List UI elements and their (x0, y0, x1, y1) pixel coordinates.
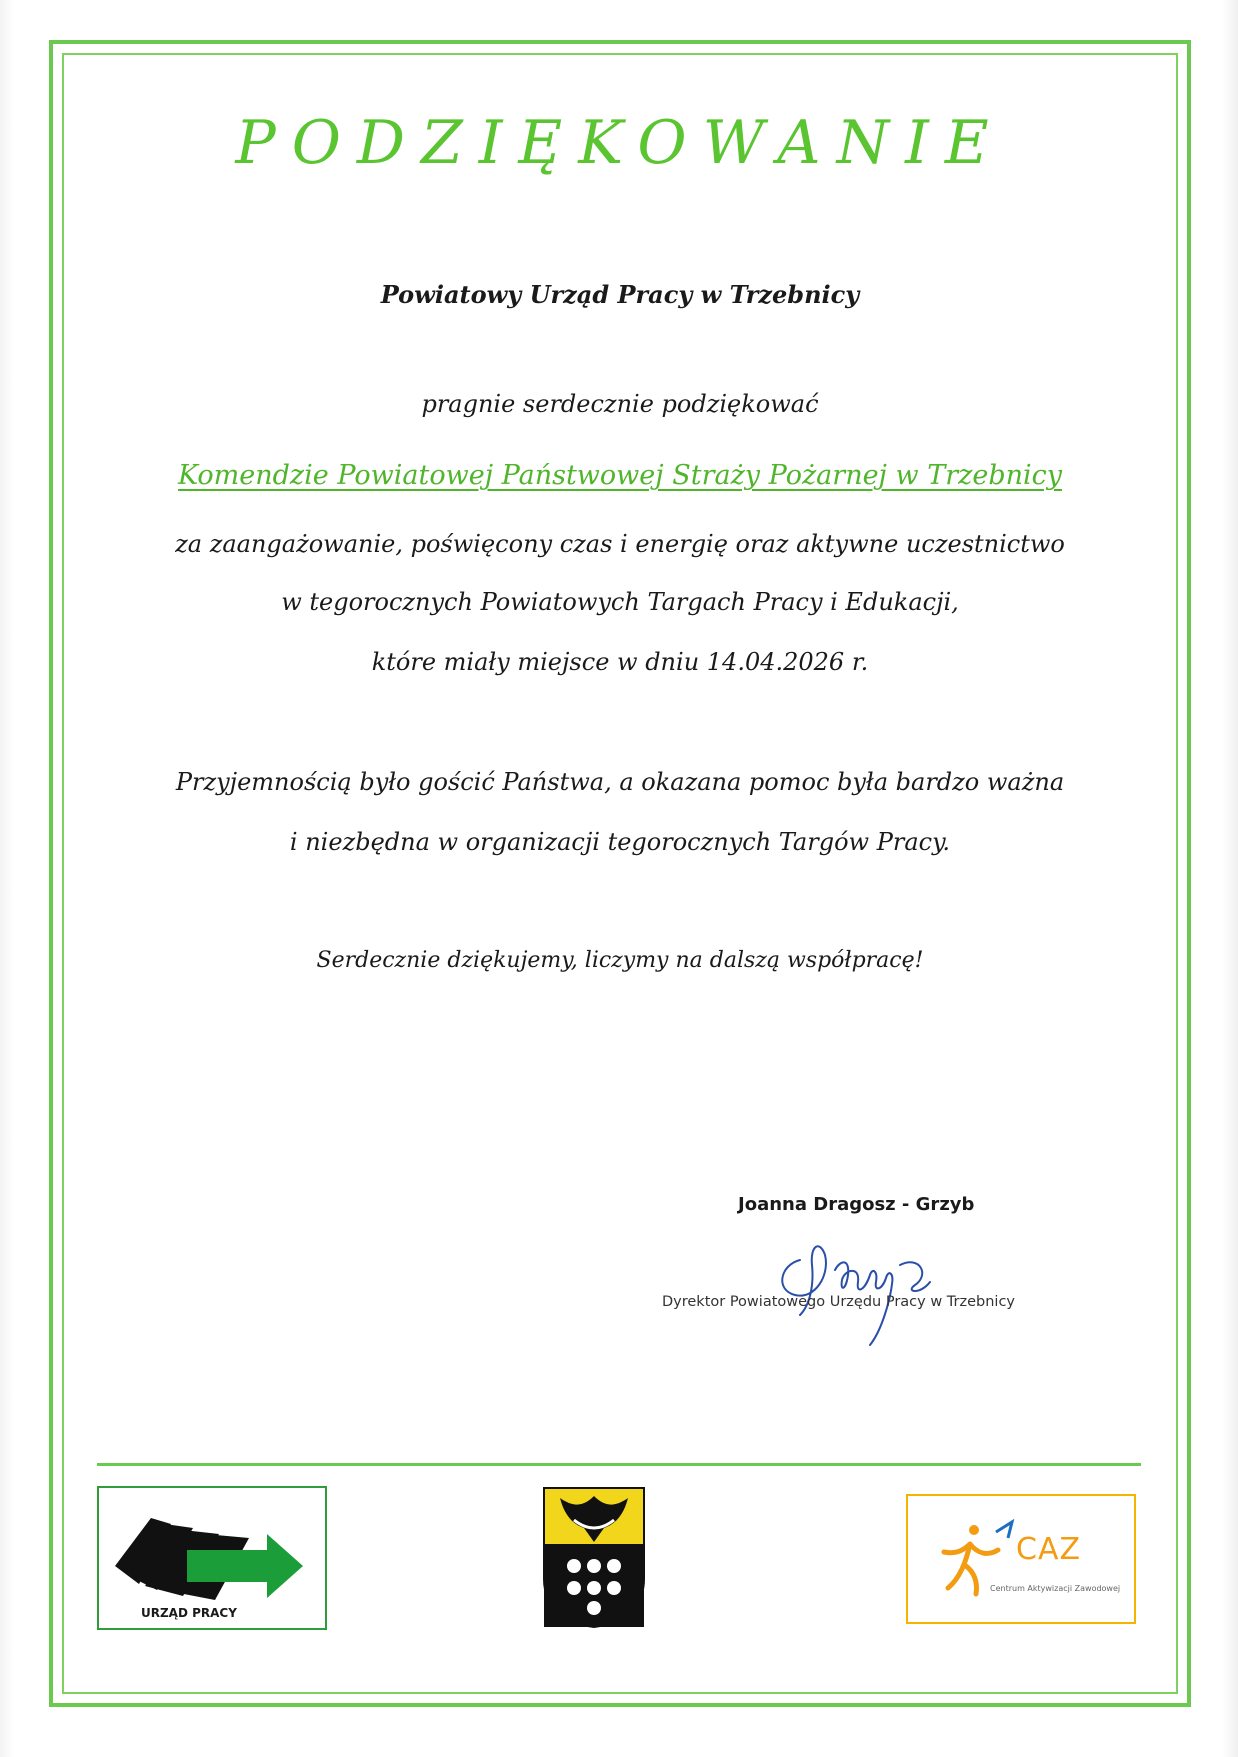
body-line-3: które miały miejsce w dniu 14.04.2026 r. (371, 648, 869, 676)
intro-text: pragnie serdecznie podziękować (421, 390, 819, 418)
caz-label: CAZ (1016, 1532, 1082, 1567)
county-coat-of-arms (540, 1484, 648, 1629)
urzad-pracy-label: URZĄD PRACY (141, 1606, 237, 1620)
recipient-name: Komendzie Powiatowej Państwowej Straży Pożarnej w Trzebnicy (177, 460, 1063, 491)
body-line-5: i niezbędna w organizacji tegorocznych Targów Pracy. (289, 828, 951, 856)
footer-divider (97, 1463, 1141, 1466)
body-line-1: za zaangażowanie, poświęcony czas i energię oraz aktywne uczestnictwo (175, 530, 1065, 558)
closing-text: Serdecznie dziękujemy, liczymy na dalszą współpracę! (316, 948, 924, 973)
urzad-pracy-logo (97, 1486, 327, 1630)
caz-logo (906, 1494, 1136, 1624)
certificate-title: PODZIĘKOWANIE (235, 108, 1005, 178)
body-line-2: w tegorocznych Powiatowych Targach Pracy i Edukacji, (281, 588, 959, 616)
caz-subtitle: Centrum Aktywizacji Zawodowej (990, 1584, 1121, 1593)
handwritten-signature (770, 1220, 970, 1350)
issuer-name: Powiatowy Urząd Pracy w Trzebnicy (380, 280, 860, 309)
signer-position: Dyrektor Powiatowego Urzędu Pracy w Trzebnicy (662, 1294, 1015, 1310)
caz-figure-icon (908, 1496, 1018, 1622)
signer-name: Joanna Dragosz - Grzyb (738, 1194, 975, 1215)
body-line-4: Przyjemnością było gościć Państwa, a okazana pomoc była bardzo ważna (175, 768, 1065, 796)
